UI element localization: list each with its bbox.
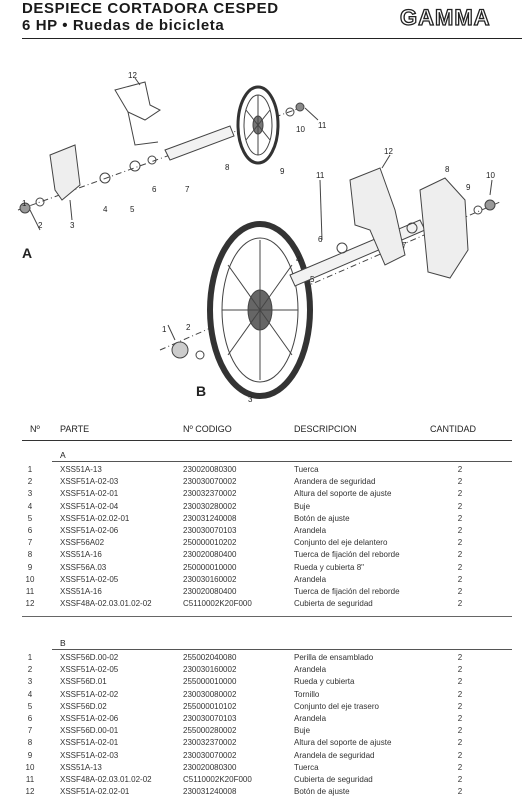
header-divider [22, 38, 522, 39]
row-description: Arandela [294, 714, 327, 723]
row-description: Perilla de ensamblado [294, 653, 374, 662]
callout-b-2: 2 [186, 323, 191, 332]
row-code: 230031240008 [183, 787, 237, 797]
callout-a-6: 6 [152, 185, 157, 194]
row-part: XSS51A-13 [60, 465, 102, 474]
header-divider [22, 440, 512, 441]
row-quantity: 2 [457, 574, 463, 584]
row-code: 230030070103 [183, 526, 237, 535]
row-code: 255000280002 [183, 726, 237, 736]
row-quantity: 2 [457, 477, 463, 487]
header-descripcion: DESCRIPCION [294, 424, 357, 434]
row-code: 230032370002 [183, 738, 237, 748]
row-part: XSSF51A-02-06 [60, 714, 119, 723]
row-description: Tuerca de fijación del reborde [294, 550, 400, 560]
row-part: XSSF51A-02.02-01 [60, 787, 130, 797]
row-quantity: 2 [457, 526, 463, 535]
row-part: XSS51A-16 [60, 587, 102, 596]
group-label: A [60, 450, 66, 460]
row-part: XSS51A-13 [60, 762, 102, 772]
header-parte: PARTE [60, 424, 90, 434]
row-quantity: 2 [457, 787, 463, 797]
row-quantity: 2 [457, 501, 463, 511]
row-number: 10 [25, 762, 35, 772]
row-code: 250000010000 [183, 562, 237, 572]
callout-b-3: 3 [248, 395, 253, 404]
callout-a-1: 1 [22, 199, 27, 208]
assembly-b-label: B [196, 383, 207, 399]
callout-a-7: 7 [185, 185, 190, 194]
row-description: Buje [294, 501, 311, 511]
row-number: 11 [25, 587, 35, 596]
row-number: 8 [27, 550, 33, 560]
table-row [0, 713, 523, 724]
row-quantity: 2 [457, 762, 463, 772]
row-quantity: 2 [457, 726, 463, 736]
table-row [0, 652, 523, 663]
row-code: 230031240008 [183, 513, 237, 523]
row-number: 4 [27, 501, 33, 511]
row-code: 230030070002 [183, 750, 237, 760]
group-divider [52, 461, 512, 462]
row-description: Tornillo [294, 689, 320, 699]
row-code: C5110002K20F000 [183, 775, 252, 784]
table-row [0, 762, 523, 773]
callout-a-10: 10 [296, 125, 305, 134]
callout-a-2: 2 [38, 221, 43, 230]
row-number: 3 [27, 489, 33, 499]
row-part: XSSF51A-02-03 [60, 477, 119, 487]
callout-b-10: 10 [486, 171, 495, 180]
callout-b-8: 8 [445, 165, 450, 174]
row-part: XSSF51A-02-05 [60, 665, 119, 675]
row-part: XSSF56D.00-01 [60, 726, 119, 736]
callout-b-7: 7 [402, 241, 407, 250]
row-number: 8 [27, 738, 33, 748]
row-description: Altura del soporte de ajuste [294, 738, 392, 748]
row-number: 9 [27, 562, 33, 572]
row-part: XSSF48A-02.03.01.02-02 [60, 599, 152, 609]
header-codigo: Nº CODIGO [183, 424, 232, 434]
table-row [0, 513, 523, 524]
row-code: 230030280002 [183, 501, 237, 511]
row-part: XSSF51A-02-01 [60, 738, 119, 748]
callout-a-4: 4 [103, 205, 108, 214]
row-description: Rueda y cubierta 8" [294, 562, 364, 572]
row-code: 230030160002 [183, 574, 237, 584]
row-number: 4 [27, 689, 33, 699]
callout-b-12: 12 [384, 147, 393, 156]
table-row [0, 488, 523, 499]
table-row [0, 476, 523, 487]
row-code: 230030080002 [183, 689, 237, 699]
table-row [0, 750, 523, 761]
row-code: 250000010202 [183, 538, 237, 548]
row-number: 3 [27, 677, 33, 687]
header-n: Nº [30, 424, 40, 434]
row-number: 1 [27, 465, 33, 474]
row-number: 5 [27, 513, 33, 523]
row-code: 230030070002 [183, 477, 237, 487]
row-description: Tuerca de fijación del reborde [294, 587, 400, 596]
row-number: 7 [27, 538, 33, 548]
table-row [0, 701, 523, 712]
callout-a-9: 9 [280, 167, 285, 176]
header-cantidad: CANTIDAD [430, 424, 477, 434]
row-quantity: 2 [457, 653, 463, 662]
row-quantity: 2 [457, 538, 463, 548]
row-number: 2 [27, 477, 33, 487]
row-part: XSSF51A-02-03 [60, 750, 119, 760]
row-quantity: 2 [457, 738, 463, 748]
callout-a-12: 12 [128, 71, 137, 80]
row-part: XSSF51A-02.02-01 [60, 513, 130, 523]
row-description: Tuerca [294, 465, 319, 474]
callout-b-9: 9 [466, 183, 471, 192]
row-quantity: 2 [457, 489, 463, 499]
row-description: Altura del soporte de ajuste [294, 489, 392, 499]
table-row [0, 537, 523, 548]
row-quantity: 2 [457, 750, 463, 760]
row-quantity: 2 [457, 689, 463, 699]
row-code: 230032370002 [183, 489, 237, 499]
table-row [0, 598, 523, 609]
row-part: XSSF51A-02-06 [60, 526, 119, 535]
row-part: XSSF48A-02.03.01.02-02 [60, 775, 152, 784]
row-code: 230030160002 [183, 665, 237, 675]
row-quantity: 2 [457, 714, 463, 723]
row-description: Arandela [294, 574, 327, 584]
row-code: 230020080300 [183, 762, 237, 772]
group-label: B [60, 638, 66, 648]
table-row [0, 562, 523, 573]
page-header [0, 0, 523, 42]
table-row [0, 725, 523, 736]
row-description: Botón de ajuste [294, 787, 350, 797]
row-quantity: 2 [457, 677, 463, 687]
row-code: C5110002K20F000 [183, 599, 252, 609]
gamma-logo: GAMMA [400, 5, 491, 30]
row-number: 2 [27, 665, 33, 675]
row-code: 230020080400 [183, 587, 237, 596]
row-number: 7 [27, 726, 33, 736]
row-quantity: 2 [457, 550, 463, 560]
row-part: XSSF56D.02 [60, 701, 107, 711]
callout-b-5: 5 [310, 275, 315, 284]
group-separator [22, 616, 512, 617]
row-part: XSSF56A.03 [60, 562, 107, 572]
callout-a-5: 5 [130, 205, 135, 214]
row-part: XSSF51A-02-01 [60, 489, 119, 499]
callout-a-3: 3 [70, 221, 75, 230]
exploded-parts-diagram [0, 50, 523, 410]
row-description: Arandera de seguridad [294, 477, 376, 487]
row-number: 6 [27, 526, 33, 535]
callout-b-6: 6 [318, 235, 323, 244]
row-code: 255000010000 [183, 677, 237, 687]
row-part: XSSF51A-02-04 [60, 501, 119, 511]
row-number: 6 [27, 714, 33, 723]
row-part: XSS51A-16 [60, 550, 102, 560]
row-code: 230020080400 [183, 550, 237, 560]
row-number: 11 [25, 775, 35, 784]
row-number: 5 [27, 701, 33, 711]
group-divider [52, 649, 512, 650]
row-part: XSSF51A-02-02 [60, 689, 119, 699]
row-description: Rueda y cubierta [294, 677, 355, 687]
page-title: DESPIECE CORTADORA CESPED [22, 0, 279, 17]
table-row [0, 774, 523, 785]
assembly-a-drawing [18, 78, 318, 230]
row-description: Arandela [294, 665, 327, 675]
row-quantity: 2 [457, 599, 463, 609]
row-description: Cubierta de seguridad [294, 599, 373, 609]
table-row [0, 737, 523, 748]
row-number: 9 [27, 750, 33, 760]
row-quantity: 2 [457, 775, 463, 784]
assembly-a-label: A [22, 245, 33, 261]
callout-b-4: 4 [296, 255, 301, 264]
row-number: 12 [25, 787, 35, 797]
callout-b-1: 1 [162, 325, 167, 334]
page-subtitle: 6 HP • Ruedas de bicicleta [22, 17, 225, 34]
row-quantity: 2 [457, 465, 463, 474]
row-code: 255002040080 [183, 653, 237, 662]
table-row [0, 786, 523, 797]
row-part: XSSF51A-02-05 [60, 574, 119, 584]
table-row [0, 689, 523, 700]
row-quantity: 2 [457, 665, 463, 675]
table-row [0, 664, 523, 675]
row-number: 1 [27, 653, 33, 662]
row-part: XSSF56D.00-02 [60, 653, 119, 662]
table-row [0, 525, 523, 536]
row-description: Buje [294, 726, 311, 736]
row-code: 255000010102 [183, 701, 237, 711]
table-row [0, 586, 523, 597]
callout-a-8: 8 [225, 163, 230, 172]
table-row [0, 501, 523, 512]
row-code: 230030070103 [183, 714, 237, 723]
row-description: Botón de ajuste [294, 513, 350, 523]
row-code: 230020080300 [183, 465, 237, 474]
table-row [0, 676, 523, 687]
row-quantity: 2 [457, 701, 463, 711]
callout-a-11: 11 [318, 121, 327, 130]
row-description: Conjunto del eje delantero [294, 538, 388, 548]
row-part: XSSF56D.01 [60, 677, 107, 687]
callout-b-11: 11 [316, 171, 325, 180]
row-description: Tuerca [294, 762, 319, 772]
row-quantity: 2 [457, 562, 463, 572]
assembly-b-drawing [160, 155, 500, 396]
row-description: Arandela [294, 526, 327, 535]
table-row [0, 574, 523, 585]
row-number: 12 [25, 599, 35, 609]
table-row [0, 549, 523, 560]
row-number: 10 [25, 574, 35, 584]
table-row [0, 464, 523, 475]
row-quantity: 2 [457, 587, 463, 596]
row-part: XSSF56A02 [60, 538, 105, 548]
row-description: Cubierta de seguridad [294, 775, 373, 784]
row-quantity: 2 [457, 513, 463, 523]
row-description: Arandela de seguridad [294, 750, 375, 760]
row-description: Conjunto del eje trasero [294, 701, 379, 711]
